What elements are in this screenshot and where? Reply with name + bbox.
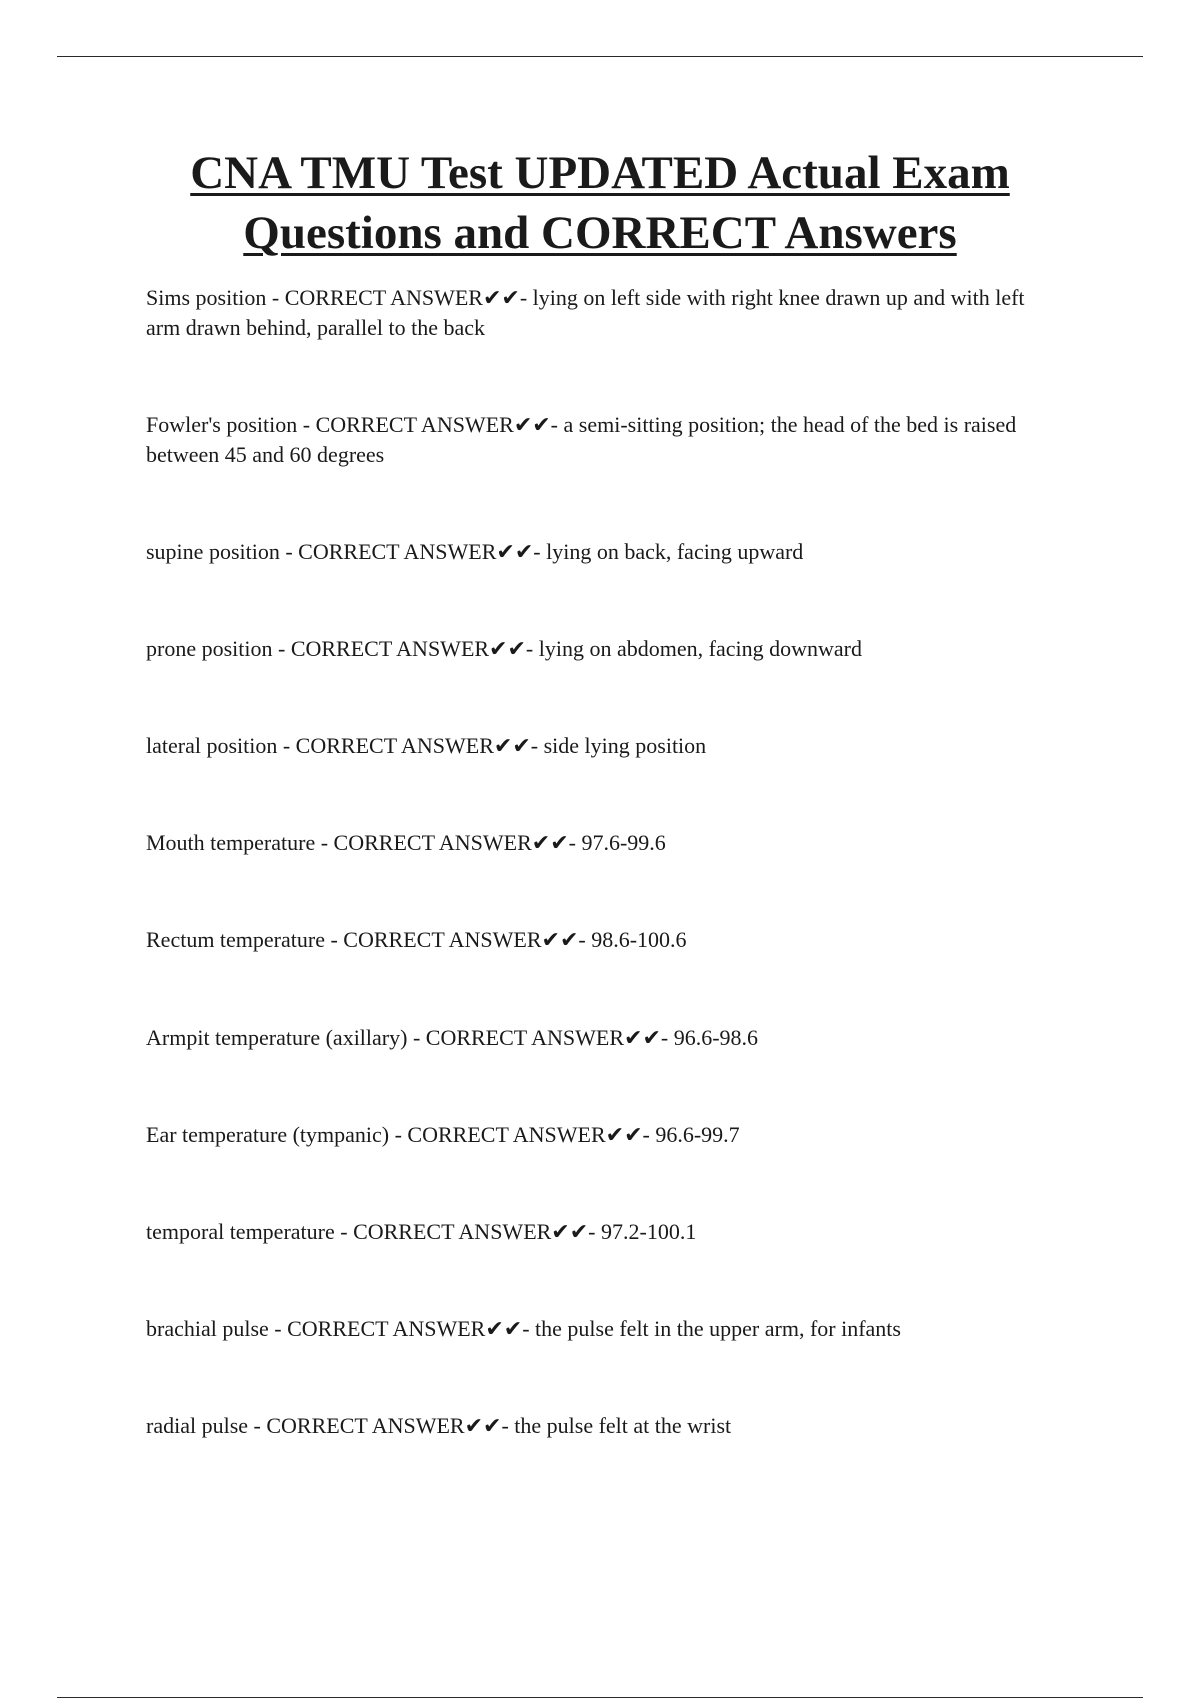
qa-item-rectum-temperature: Rectum temperature - CORRECT ANSWER✔✔- 98.6-100.6 [146, 927, 687, 952]
document-title-line-2: Questions and CORRECT Answers [243, 207, 957, 259]
qa-item-fowlers-position: Fowler's position - CORRECT ANSWER✔✔- a semi-sitting position; the head of the bed is raised between 45 and 60 degrees [146, 412, 1017, 467]
qa-item-lateral-position: lateral position - CORRECT ANSWER✔✔- side lying position [146, 733, 707, 758]
qa-item-armpit-temperature: Armpit temperature (axillary) - CORRECT ANSWER✔✔- 96.6-98.6 [146, 1025, 759, 1050]
qa-item-sims-position: Sims position - CORRECT ANSWER✔✔- lying on left side with right knee drawn up and with left arm drawn behind, parallel to the back [146, 285, 1025, 340]
bottom-divider [57, 1697, 1143, 1698]
qa-item-ear-temperature: Ear temperature (tympanic) - CORRECT ANSWER✔✔- 96.6-99.7 [146, 1122, 740, 1147]
top-divider [57, 56, 1143, 57]
qa-item-radial-pulse: radial pulse - CORRECT ANSWER✔✔- the pulse felt at the wrist [146, 1413, 732, 1438]
qa-item-prone-position: prone position - CORRECT ANSWER✔✔- lying on abdomen, facing downward [146, 636, 862, 661]
qa-item-brachial-pulse: brachial pulse - CORRECT ANSWER✔✔- the pulse felt in the upper arm, for infants [146, 1316, 901, 1341]
document-title-line-1: CNA TMU Test UPDATED Actual Exam [190, 147, 1010, 199]
qa-item-mouth-temperature: Mouth temperature - CORRECT ANSWER✔✔- 97.6-99.6 [146, 830, 666, 855]
qa-item-supine-position: supine position - CORRECT ANSWER✔✔- lying on back, facing upward [146, 539, 804, 564]
document-title [100, 143, 1100, 263]
qa-item-temporal-temperature: temporal temperature - CORRECT ANSWER✔✔- 97.2-100.1 [146, 1219, 697, 1244]
qa-list [146, 283, 1046, 1441]
